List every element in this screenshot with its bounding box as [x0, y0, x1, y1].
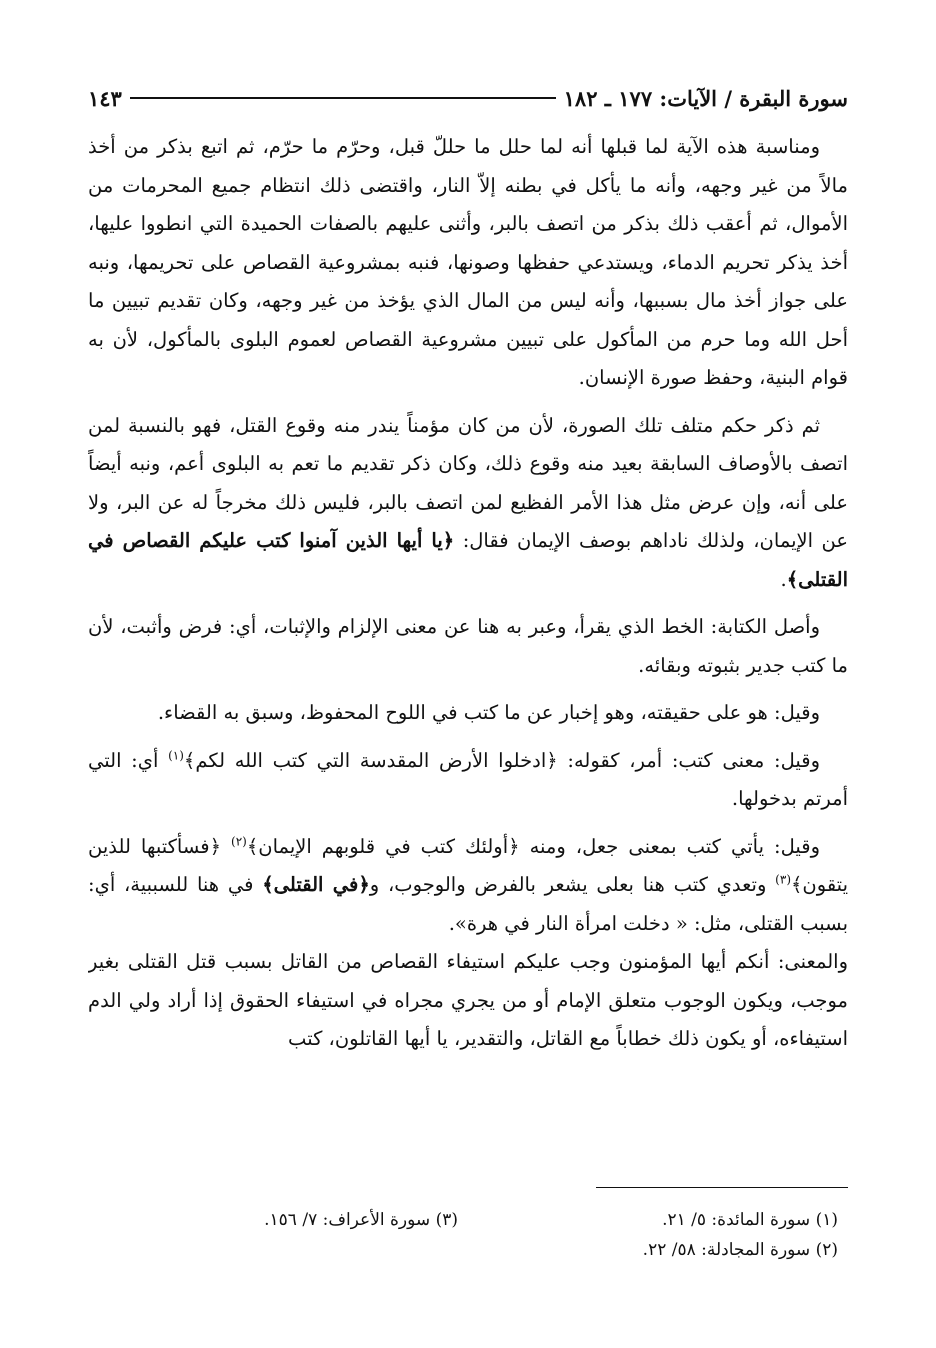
- quran-quote: ﴿في القتلى﴾: [262, 873, 370, 896]
- quran-quote: ﴿فسأكتبها للذين يتقون﴾: [88, 834, 848, 896]
- paragraph: ثم ذكر حكم متلف تلك الصورة، لأن من كان مؤمناً يندر منه وقوع القتل، فهو بالنسبة لمن اتصف بالأوصاف السابقة بعيد منه وقوع ذلك، وكان ذكر تقديم ما تعم به البلوى أعم، ونبه أيضاً على أنه، وإن عرض مثل هذا الأمر الفظيع لمن اتصف بالبر، فليس ذلك مخرجاً له عن البر، ولا عن الإيمان، ولذلك ناداهم بوصف الإيمان فقال: ﴿يا أيها الذين آمنوا كتب عليكم القصاص في القتلى﴾.: [88, 413, 848, 591]
- footnotes: [88, 1205, 848, 1275]
- paragraph-text: وقيل: يأتي كتب بمعنى جعل، ومنه: [529, 834, 820, 858]
- paragraph: [88, 608, 848, 685]
- footnote-marker: (١): [168, 748, 184, 762]
- paragraph: [88, 742, 848, 819]
- quran-quote: ﴿أولئك كتب في قلوبهم الإيمان﴾: [246, 834, 520, 858]
- paragraph-text: ثم ذكر حكم متلف تلك الصورة، لأن من كان مؤمناً يندر منه وقوع القتل، فهو بالنسبة لمن اتصف بالأوصاف السابقة بعيد منه وقوع ذلك، وكان ذكر تقديم ما تعم به البلوى أعم، ونبه أيضاً على أنه، وإن عرض مثل هذا الأمر الفظيع لمن اتصف بالبر، فليس ذلك مخرجاً له عن البر، ولا عن الإيمان، ولذلك ناداهم بوصف الإيمان فقال:: [88, 413, 848, 552]
- footnote: (١) سورة المائدة: ٥/ ٢١.: [662, 1210, 838, 1230]
- paragraph-text: وأصل الكتابة: الخط الذي يقرأ، وعبر به هنا عن معنى الإلزام والإثبات، أي: فرض وأثبت، لأن ما كتب جدير بثبوته وبقائه.: [88, 615, 848, 677]
- header-rule: [130, 97, 556, 99]
- paragraph-text: أي: التي أمرتم بدخولها.: [88, 748, 848, 810]
- paragraph-text: في هنا للسببية، أي: بسبب القتلى، مثل: « دخلت امرأة النار في هرة».: [88, 873, 848, 935]
- paragraph: [88, 694, 848, 733]
- quran-quote: ﴿ادخلوا الأرض المقدسة التي كتب الله لكم﴾: [183, 748, 558, 772]
- paragraph: [88, 828, 848, 1059]
- running-header: [88, 78, 848, 118]
- main-text: [88, 128, 848, 1188]
- quran-quote: ﴿يا أيها الذين آمنوا كتب عليكم القصاص في القتلى﴾: [88, 529, 848, 591]
- paragraph-text: ومناسبة هذه الآية لما قبلها أنه لما حلل ما حللّ قبل، وحرّم ما حرّم، ثم اتبع بذكر من أخذ مالاً من غير وجهه، وأنه ما يأكل في بطنه إلاّ النار، واقتضى ذلك انتظام جميع المحرمات من الأموال، ثم أعقب ذلك بذكر من اتصف بالبر، وأثنى عليهم بالصفات الحميدة التي انطووا عليها، أخذ يذكر تحريم الدماء، ويستدعي حفظها وصونها، فنبه بمشروعية القصاص على تحريمها، ونبه على جواز أخذ مال بسببها، وأنه ليس من المال الذي يؤخذ من غير وجهه، وكان تقديم تبيين ما أحل الله وما حرم من المأكول على تبيين مشروعية القصاص لعموم البلوى بالمأكول، لأن به قوام البنية، وحفظ صورة الإنسان.: [88, 135, 848, 389]
- footnote-marker: (٢): [231, 834, 247, 848]
- page-number: ١٤٣: [88, 85, 122, 111]
- footnote-marker: (٣): [775, 872, 791, 887]
- footnote: (٣) سورة الأعراف: ٧/ ١٥٦.: [264, 1210, 458, 1230]
- paragraph-text: وقيل: معنى كتب: أمر، كقوله:: [567, 748, 820, 772]
- footnote: (٢) سورة المجادلة: ٥٨/ ٢٢.: [642, 1240, 838, 1260]
- paragraph-text: وقيل: هو على حقيقته، وهو إخبار عن ما كتب في اللوح المحفوظ، وسبق به القضاء.: [157, 701, 820, 724]
- header-title: سورة البقرة / الآيات: ١٧٧ ـ ١٨٢: [563, 85, 848, 111]
- paragraph-text: وتعدي كتب هنا بعلى يشعر بالفرض والوجوب، و: [369, 873, 767, 896]
- paragraph-text: والمعنى: أنكم أيها المؤمنون وجب عليكم استيفاء القصاص من القاتل بسبب قتل القتلى بغير موجب، ويكون الوجوب متعلق الإمام أو من يجري مجراه في استيفاء الحقوق إذا أراد ولي الدم استيفاءه، أو يكون ذلك خطاباً مع القاتل، والتقدير، يا أيها القاتلون، كتب: [88, 950, 848, 1050]
- footnote-divider: [596, 1187, 848, 1188]
- paragraph: [88, 128, 848, 398]
